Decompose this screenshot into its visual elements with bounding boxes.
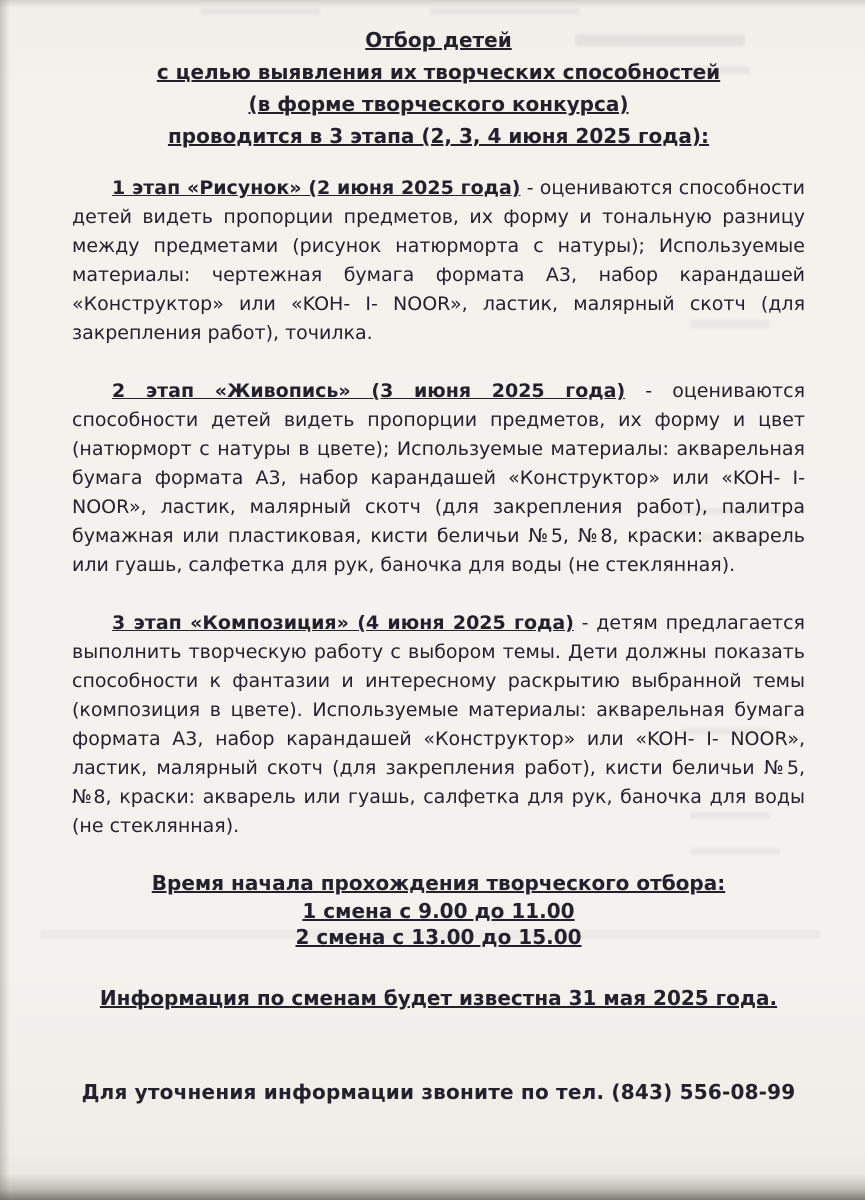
document-title xyxy=(72,24,805,152)
stage-3-heading: 3 этап «Композиция» (4 июня 2025 года) xyxy=(112,612,574,634)
stage-2-heading: 2 этап «Живопись» (3 июня 2025 года) xyxy=(112,380,626,402)
stage-1-heading: 1 этап «Рисунок» (2 июня 2025 года) xyxy=(112,177,521,199)
title-line: с целью выявления их творческих способностей xyxy=(156,60,721,84)
scan-edge-shadow-bottom xyxy=(0,1174,865,1200)
paragraph-stage-2 xyxy=(72,377,805,580)
scan-edge-shadow-top xyxy=(0,0,865,8)
scan-edge-shadow-left xyxy=(0,0,10,1200)
schedule-heading: Время начала прохождения творческого отбора: xyxy=(151,871,726,895)
document-content xyxy=(72,24,805,1104)
contact-phone-line: Для уточнения информации звоните по тел. (843) 556-08-99 xyxy=(81,1080,796,1104)
stage-1-body: - оцениваются способности детей видеть пропорции предметов, их форму и тональную разницу между предметами (рисунок натюрморта с натуры); Используемые материалы: чертежная бумага формата А3, набор карандашей «Конструктор» или «KOH- I- NOOR», ластик, малярный скотч (для закрепления работ), точилка. xyxy=(72,177,805,344)
schedule-shift-2: 2 смена с 13.00 до 15.00 xyxy=(295,925,582,949)
title-line: проводится в 3 этапа (2, 3, 4 июня 2025 года): xyxy=(167,124,710,148)
bleed-through-artifact xyxy=(200,8,320,15)
shift-info-line: Информация по сменам будет известна 31 мая 2025 года. xyxy=(99,986,778,1010)
title-line: Отбор детей xyxy=(365,28,512,52)
stage-3-body: - детям предлагается выполнить творческую работу с выбором темы. Дети должны показать способности к фантазии и интересному раскрытию выбранной темы (композиция в цвете). Используемые материалы: акварельная бумага формата А3, набор карандашей «Конструктор» или «KOH- I- NOOR», ластик, малярный скотч (для закрепления работ), кисти беличьи №5, №8, краски: акварель или гуашь, салфетка для рук, баночка для воды (не стеклянная). xyxy=(72,612,805,837)
bleed-through-artifact xyxy=(430,8,580,15)
schedule-block xyxy=(72,870,805,950)
schedule-shift-1: 1 смена с 9.00 до 11.00 xyxy=(302,899,575,923)
paragraph-stage-3 xyxy=(72,609,805,841)
title-line: (в форме творческого конкурса) xyxy=(248,92,629,116)
paragraph-stage-1 xyxy=(72,174,805,348)
stage-2-body: - оцениваются способности детей видеть пропорции предметов, их форму и цвет (натюрморт с натуры в цвете); Используемые материалы: акварельная бумага формата А3, набор карандашей «Конструктор» или «KOH- I- NOOR», ластик, малярный скотч (для закрепления работ), палитра бумажная или пластиковая, кисти беличьи №5, №8, краски: акварель или гуашь, салфетка для рук, баночка для воды (не стеклянная). xyxy=(72,380,805,576)
